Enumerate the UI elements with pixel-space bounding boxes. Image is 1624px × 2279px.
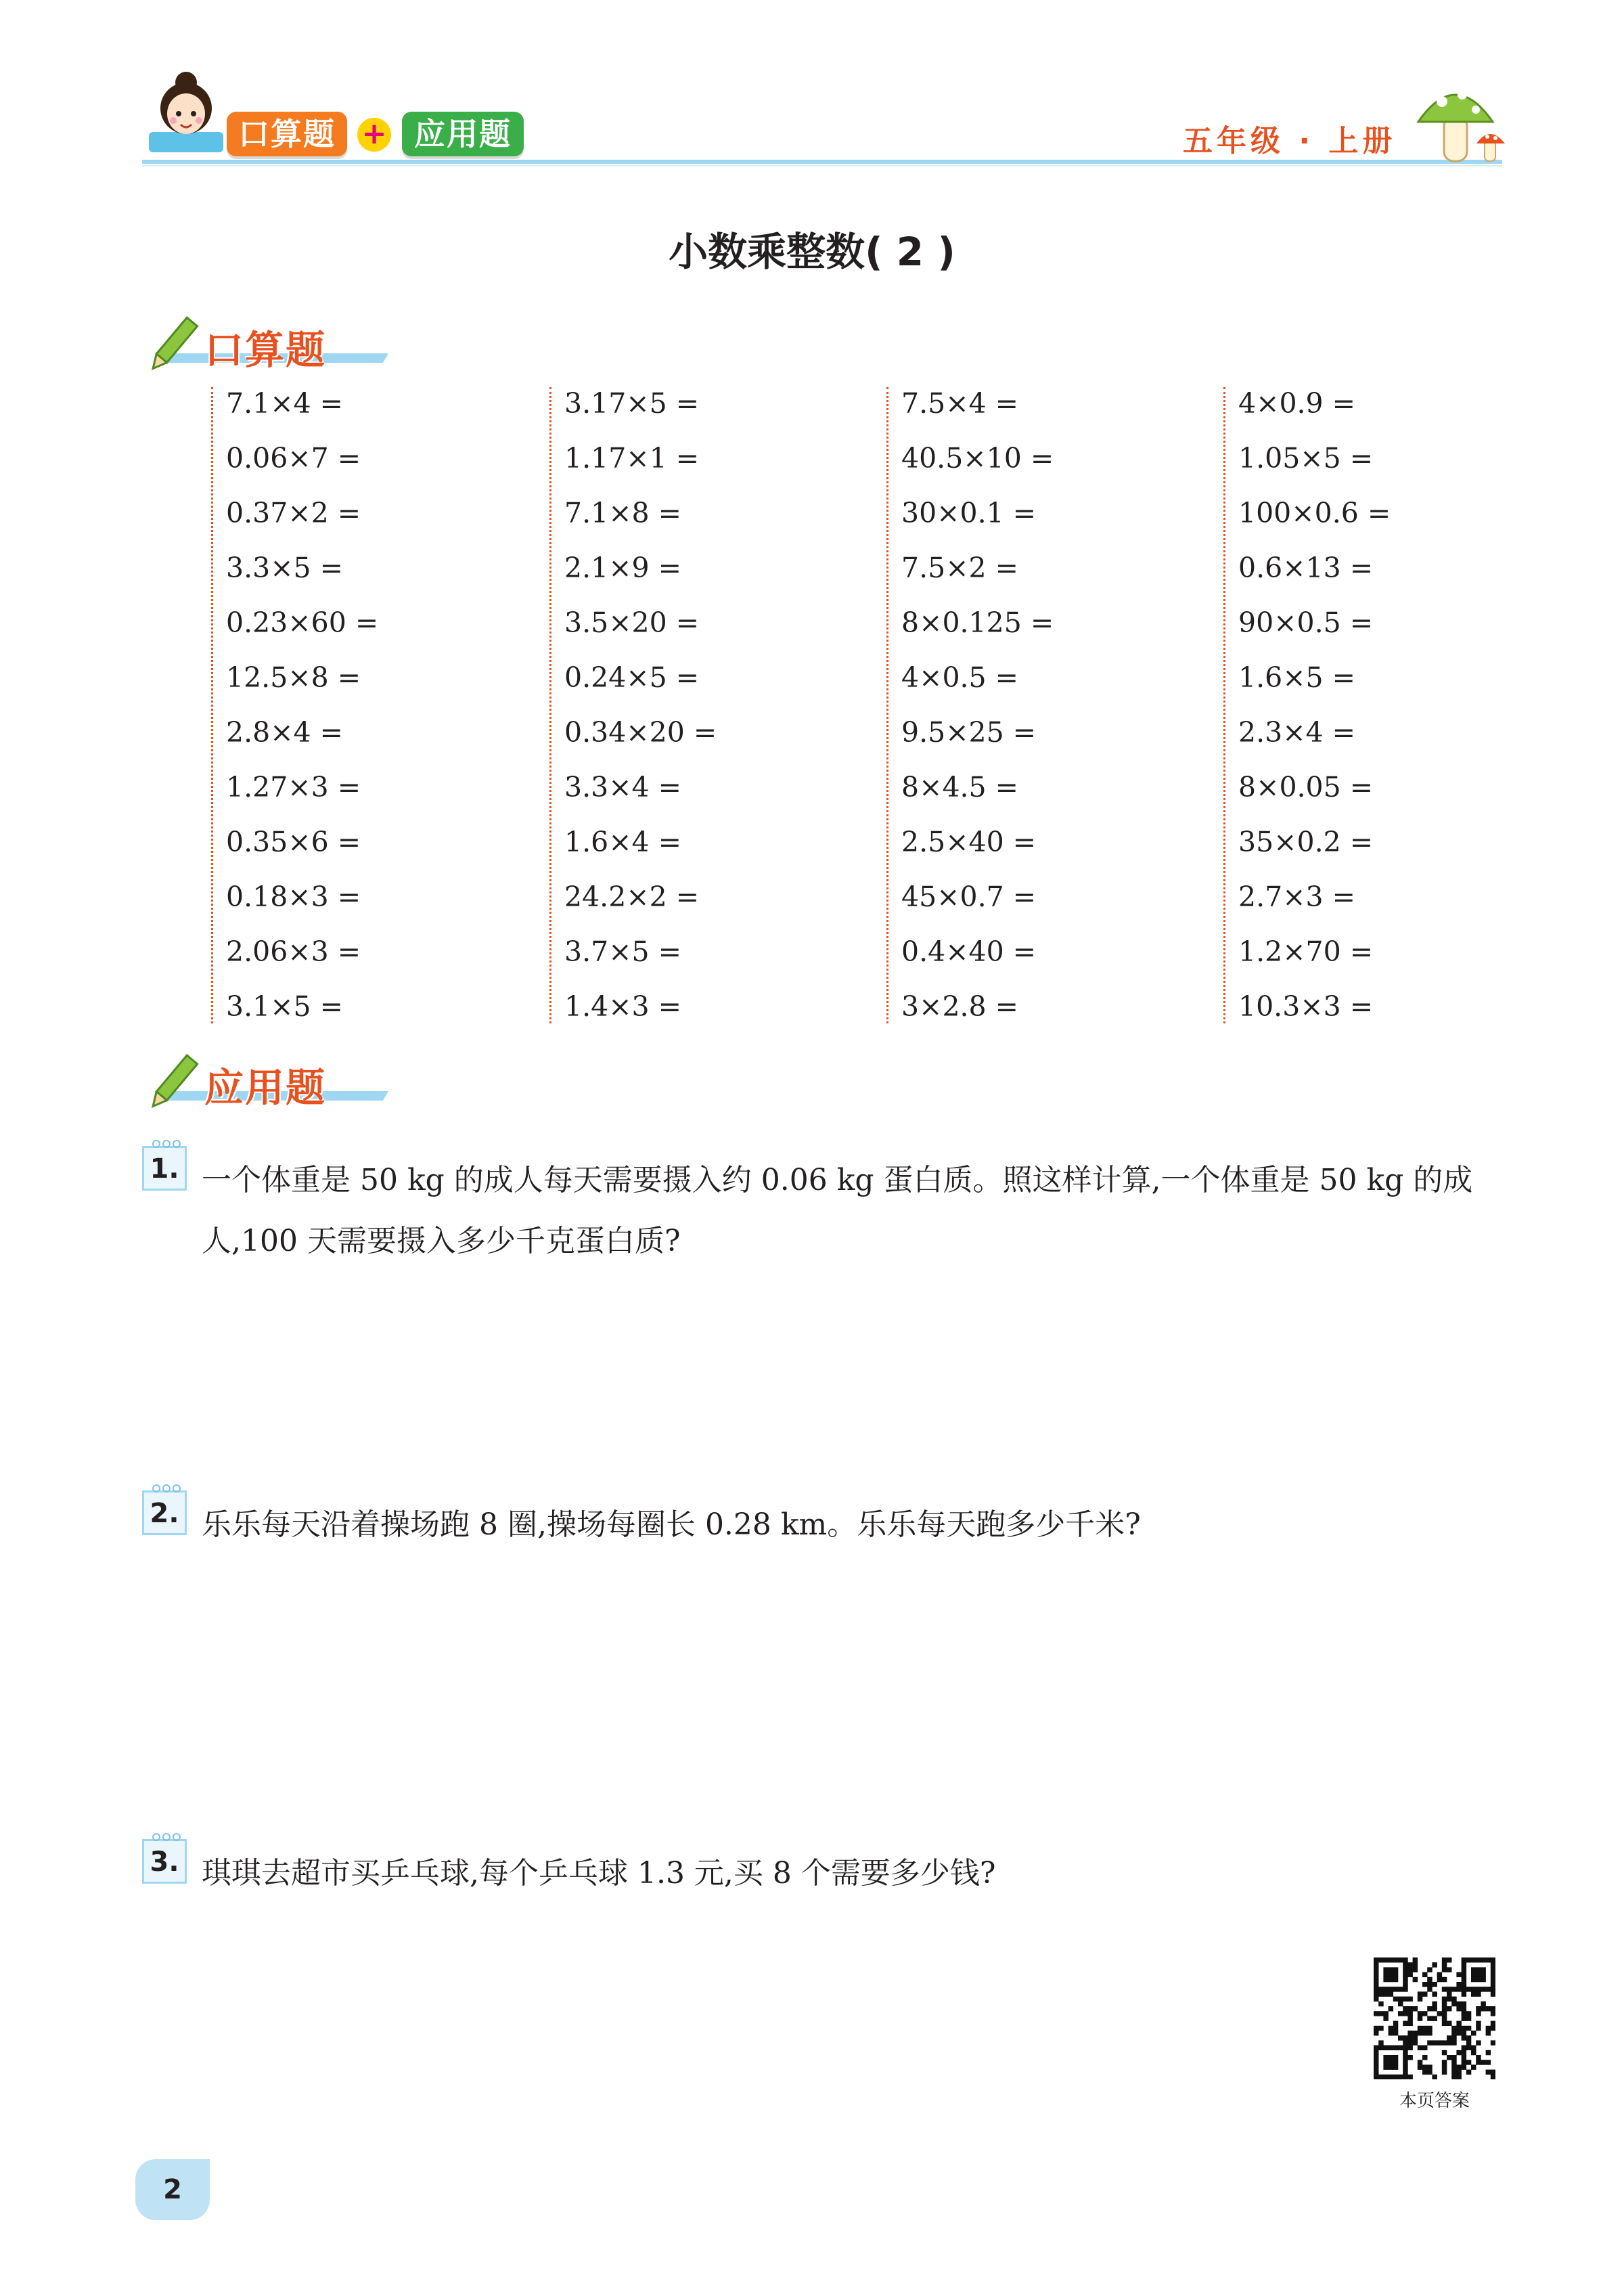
oral-problem: 10.3×3 = bbox=[1238, 990, 1374, 1023]
question-number-badge bbox=[142, 1839, 187, 1884]
girl-mascot-icon bbox=[142, 68, 230, 156]
question-text: 一个体重是 50 kg 的成人每天需要摄入约 0.06 kg 蛋白质。照这样计算,一个体重是 50 kg 的成人,100 天需要摄入多少千克蛋白质? bbox=[202, 1163, 1473, 1258]
notepad-rings-icon bbox=[150, 1832, 183, 1841]
oral-problem: 12.5×8 = bbox=[226, 661, 361, 694]
header-divider bbox=[142, 160, 1502, 164]
oral-problem: 7.5×4 = bbox=[901, 387, 1019, 420]
oral-problem: 0.6×13 = bbox=[1238, 552, 1374, 584]
oral-problem: 0.23×60 = bbox=[226, 606, 379, 639]
question-number-badge bbox=[142, 1146, 187, 1191]
oral-problem: 40.5×10 = bbox=[901, 442, 1054, 474]
page-number: 2 bbox=[135, 2159, 210, 2220]
header-badge-application: 应用题 bbox=[402, 112, 524, 156]
oral-problem: 3.5×20 = bbox=[564, 606, 700, 639]
oral-problem: 0.18×3 = bbox=[226, 881, 361, 913]
oral-problem: 1.4×3 = bbox=[564, 990, 682, 1023]
oral-problem: 8×0.125 = bbox=[901, 606, 1054, 639]
oral-problem: 3×2.8 = bbox=[901, 990, 1019, 1023]
oral-problem: 7.1×4 = bbox=[226, 387, 344, 420]
oral-problem: 3.3×5 = bbox=[226, 552, 344, 584]
question-number: 3. bbox=[150, 1846, 179, 1878]
notepad-rings-icon bbox=[150, 1483, 183, 1492]
oral-problem: 30×0.1 = bbox=[901, 497, 1037, 529]
oral-problem: 1.6×5 = bbox=[1238, 661, 1356, 694]
oral-problem: 1.27×3 = bbox=[226, 771, 361, 803]
section-header-oral bbox=[142, 318, 386, 372]
grade-label: 五年级 · 上册 bbox=[1183, 124, 1397, 158]
oral-problem: 0.24×5 = bbox=[564, 661, 700, 694]
page-title: 小数乘整数( 2 ) bbox=[669, 229, 955, 275]
oral-problem: 3.7×5 = bbox=[564, 935, 682, 968]
header-badge-oral: 口算题 bbox=[227, 112, 347, 156]
oral-problem: 1.05×5 = bbox=[1238, 442, 1374, 474]
column-dotted-divider bbox=[1223, 387, 1225, 1023]
section-label-oral: 口算题 bbox=[204, 327, 327, 373]
notepad-rings-icon bbox=[150, 1138, 183, 1148]
oral-problem: 0.4×40 = bbox=[901, 935, 1037, 968]
question-text: 乐乐每天沿着操场跑 8 圈,操场每圈长 0.28 km。乐乐每天跑多少千米? bbox=[202, 1507, 1141, 1542]
oral-problem: 3.3×4 = bbox=[564, 771, 682, 803]
oral-problem: 3.1×5 = bbox=[226, 990, 344, 1023]
oral-problem: 3.17×5 = bbox=[564, 387, 700, 420]
answer-qr-code[interactable] bbox=[1374, 1957, 1495, 2079]
oral-problem: 1.2×70 = bbox=[1238, 935, 1374, 968]
oral-problem: 7.5×2 = bbox=[901, 552, 1019, 584]
oral-problem: 90×0.5 = bbox=[1238, 606, 1374, 639]
section-header-application bbox=[142, 1056, 386, 1110]
oral-problem: 4×0.5 = bbox=[901, 661, 1019, 694]
oral-problem: 35×0.2 = bbox=[1238, 826, 1374, 858]
oral-problem: 8×0.05 = bbox=[1238, 771, 1374, 803]
oral-problem: 2.06×3 = bbox=[226, 935, 361, 968]
oral-problem: 2.3×4 = bbox=[1238, 716, 1356, 749]
oral-problem: 4×0.9 = bbox=[1238, 387, 1356, 420]
pencil-icon bbox=[142, 311, 203, 379]
column-dotted-divider bbox=[211, 387, 213, 1023]
oral-problem: 2.8×4 = bbox=[226, 716, 344, 749]
oral-problem: 100×0.6 = bbox=[1238, 497, 1391, 529]
oral-problem: 1.17×1 = bbox=[564, 442, 700, 474]
oral-problem: 2.1×9 = bbox=[564, 552, 682, 584]
question-text: 琪琪去超市买乒乓球,每个乒乓球 1.3 元,买 8 个需要多少钱? bbox=[202, 1856, 996, 1890]
question-number: 2. bbox=[150, 1498, 179, 1529]
header-divider-shadow bbox=[142, 165, 1502, 167]
oral-problem: 24.2×2 = bbox=[564, 881, 700, 913]
qr-caption: 本页答案 bbox=[1399, 2091, 1470, 2111]
column-dotted-divider bbox=[886, 387, 888, 1023]
oral-problem: 0.37×2 = bbox=[226, 497, 361, 529]
section-label-application: 应用题 bbox=[204, 1065, 327, 1111]
oral-problem: 9.5×25 = bbox=[901, 716, 1037, 749]
oral-problem: 1.6×4 = bbox=[564, 826, 682, 858]
header-plus-icon: + bbox=[357, 118, 391, 152]
mushroom-icon bbox=[1412, 74, 1513, 169]
oral-problem: 2.5×40 = bbox=[901, 826, 1037, 858]
oral-problem: 2.7×3 = bbox=[1238, 881, 1356, 913]
oral-problem: 45×0.7 = bbox=[901, 881, 1037, 913]
oral-problem: 0.34×20 = bbox=[564, 716, 717, 749]
oral-problem: 7.1×8 = bbox=[564, 497, 682, 529]
column-dotted-divider bbox=[549, 387, 551, 1023]
question-number-badge bbox=[142, 1490, 187, 1535]
oral-problem: 0.06×7 = bbox=[226, 442, 361, 474]
oral-problem: 0.35×6 = bbox=[226, 826, 361, 858]
question-number: 1. bbox=[150, 1153, 179, 1185]
pencil-icon bbox=[142, 1049, 203, 1117]
oral-problem: 8×4.5 = bbox=[901, 771, 1019, 803]
